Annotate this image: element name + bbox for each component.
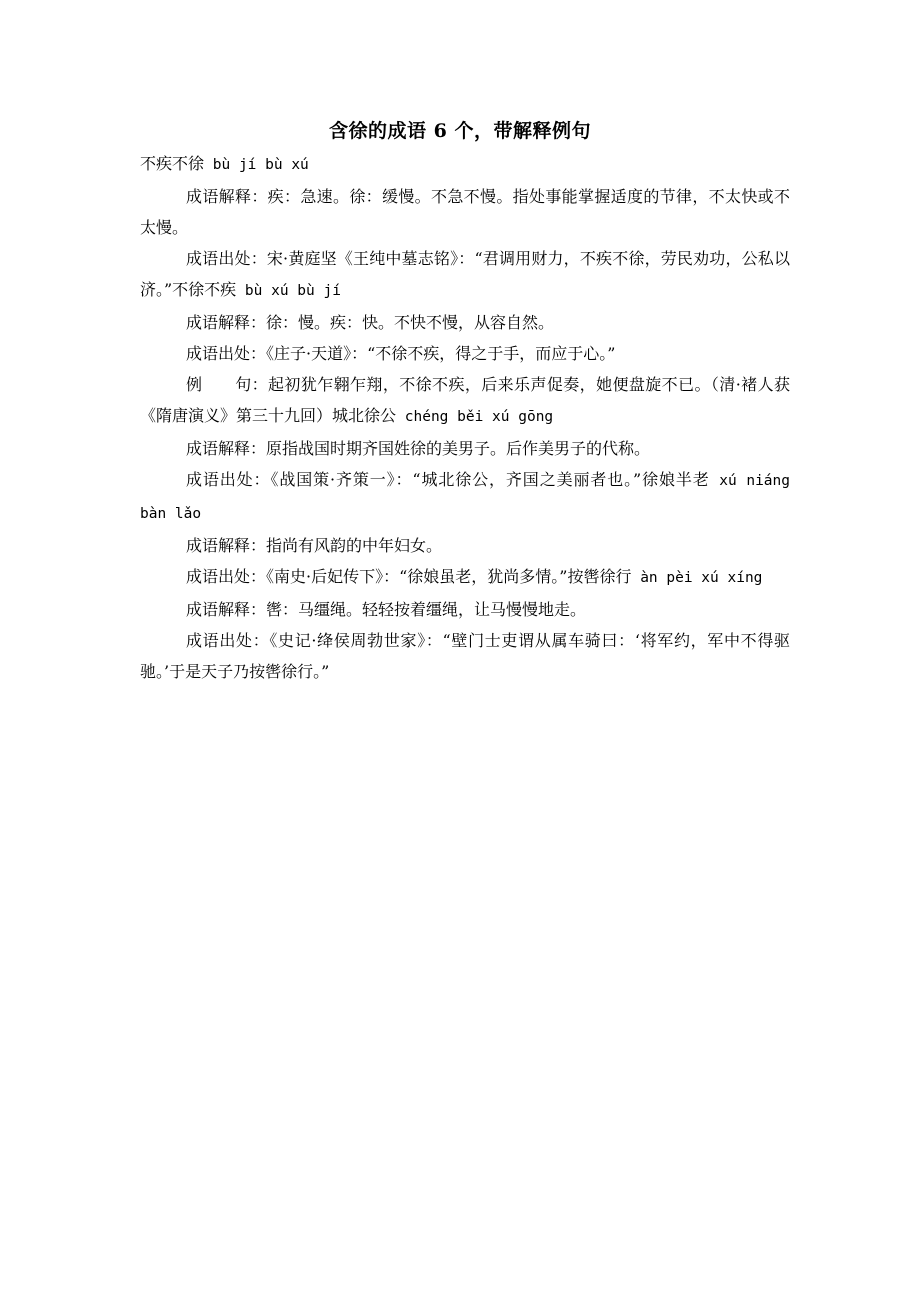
paragraph-text: 成语解释：疾：急速。徐：缓慢。不急不慢。指处事能掌握适度的节律，不太快或不太慢。: [140, 187, 790, 237]
idiom-pinyin: bù jí bù xú: [212, 157, 309, 173]
paragraph-text: 成语出处：《史记·绛侯周勃世家》：“壁门士吏谓从属车骑曰：‘将军约，军中不得驱驰。’于是天子乃按辔徐行。”: [140, 631, 790, 681]
idiom-pinyin: àn pèi xú xíng: [640, 570, 763, 586]
idiom-pinyin: xú niáng bàn lǎo: [140, 473, 790, 522]
paragraph: [140, 369, 790, 433]
paragraph-text: 成语解释：指尚有风韵的中年妇女。: [186, 536, 443, 555]
paragraph: [140, 530, 790, 561]
paragraph-text: 成语解释：辔：马缰绳。轻轻按着缰绳，让马慢慢地走。: [186, 600, 587, 619]
page-title: 含徐的成语 6 个，带解释例句: [329, 120, 591, 142]
paragraph: [140, 433, 790, 464]
paragraph: [140, 561, 790, 594]
paragraph: [140, 464, 790, 530]
idiom-pinyin: bù xú bù jí: [244, 283, 341, 299]
paragraph: [140, 625, 790, 687]
paragraph: [140, 594, 790, 625]
paragraph-text: 成语出处：《庄子·天道》：“不徐不疾，得之于手，而应于心。”: [186, 344, 616, 363]
document-body: [140, 148, 790, 687]
paragraph: [140, 338, 790, 369]
paragraph-text: 成语出处：宋·黄庭坚《王纯中墓志铭》：“君调用财力，不疾不徐，劳民劝功，公私以济。”不徐不疾: [140, 249, 790, 299]
paragraph: [140, 181, 790, 243]
paragraph-text: 成语出处：《战国策·齐策一》：“城北徐公，齐国之美丽者也。”徐娘半老: [186, 470, 710, 489]
paragraph: [140, 307, 790, 338]
paragraph-text: 成语出处：《南史·后妃传下》：“徐娘虽老，犹尚多情。”按辔徐行: [186, 567, 632, 586]
paragraph: [140, 148, 790, 181]
paragraph: [140, 243, 790, 307]
paragraph-text: 成语解释：徐：慢。疾：快。不快不慢，从容自然。: [186, 313, 555, 332]
idiom-text: 不疾不徐: [140, 154, 205, 173]
idiom-pinyin: chéng běi xú gōng: [404, 409, 554, 425]
paragraph-text: 成语解释：原指战国时期齐国姓徐的美男子。后作美男子的代称。: [186, 439, 651, 458]
paragraph-text: 例 句：起初犹乍翱乍翔，不徐不疾，后来乐声促奏，她便盘旋不已。（清·褚人获《隋唐演义》第三十九回）城北徐公: [140, 375, 790, 425]
